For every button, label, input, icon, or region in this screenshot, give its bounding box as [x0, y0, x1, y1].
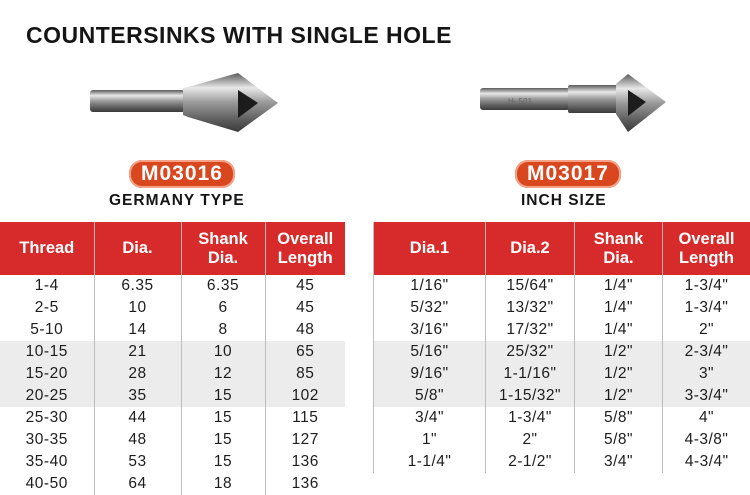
- table-row: [374, 297, 750, 319]
- table-cell: 127: [291, 431, 319, 448]
- table-cell: 1/4": [575, 319, 663, 341]
- table-cell: 35: [94, 385, 181, 407]
- table-row: [374, 275, 750, 297]
- table-cell: 1-15/32": [486, 385, 575, 407]
- table-cell: 35-40: [0, 451, 94, 473]
- table-row: [0, 297, 345, 319]
- product-subtitle: INCH SIZE: [521, 192, 607, 209]
- table-row: [374, 451, 750, 473]
- table-cell: 5/8": [575, 429, 663, 451]
- table-row: [374, 341, 750, 363]
- table-row: [0, 363, 345, 385]
- table-cell: 8: [181, 319, 265, 341]
- table-cell: 65: [265, 341, 345, 363]
- table-cell: 1/16": [374, 275, 486, 297]
- table-cell: 15/64": [486, 275, 575, 297]
- column-header: Overall Length: [663, 222, 750, 275]
- table-cell: 40-50: [0, 473, 94, 495]
- table-cell: 3": [663, 363, 750, 385]
- svg-text:H- 501: H- 501: [508, 97, 533, 106]
- table-cell: 53: [94, 451, 181, 473]
- table-row: [0, 429, 345, 451]
- table-cell: 1-4: [0, 275, 94, 297]
- table-cell: 136: [291, 453, 319, 470]
- countersink-germany-icon: [88, 70, 283, 140]
- table-cell: 1-3/4": [684, 277, 729, 294]
- table-cell: 5/16": [374, 341, 486, 363]
- table-cell: 48: [296, 321, 315, 338]
- column-header: Overall Length: [265, 222, 345, 275]
- table-cell: 1-1/16": [486, 363, 575, 385]
- table-cell: 64: [94, 473, 181, 495]
- table-cell: 1/4": [575, 297, 663, 319]
- table-cell: 3/16": [374, 319, 486, 341]
- table-row: [374, 429, 750, 451]
- column-header: Shank Dia.: [575, 222, 663, 275]
- table-cell: 4": [698, 409, 715, 426]
- inch-size-table: [373, 222, 750, 473]
- table-row: [374, 407, 750, 429]
- table-cell: 5-10: [0, 319, 94, 341]
- table-cell: 136: [291, 475, 319, 492]
- table-cell: 5/8": [374, 385, 486, 407]
- table-cell: 48: [94, 429, 181, 451]
- table-cell: 3/4": [575, 451, 663, 473]
- table-cell: 3-3/4": [663, 385, 750, 407]
- table-cell: 5/32": [374, 297, 486, 319]
- table-cell: 10: [94, 297, 181, 319]
- table-cell: 25/32": [486, 341, 575, 363]
- product-subtitle: GERMANY TYPE: [109, 192, 245, 209]
- table-cell: 13/32": [486, 297, 575, 319]
- table-cell: 30-35: [0, 429, 94, 451]
- table-cell: 1-1/4": [374, 451, 486, 473]
- table-cell: 1-3/4": [486, 407, 575, 429]
- table-cell: 1/2": [575, 341, 663, 363]
- table-cell: 6.35: [94, 275, 181, 297]
- table-cell: 18: [181, 473, 265, 495]
- table-cell: 15: [181, 429, 265, 451]
- table-cell: 2-1/2": [486, 451, 575, 473]
- table-cell: 45: [296, 299, 315, 316]
- column-header: Dia.2: [486, 222, 575, 275]
- table-row: [0, 407, 345, 429]
- table-cell: 102: [265, 385, 345, 407]
- table-row: [0, 473, 345, 495]
- table-cell: 20-25: [0, 385, 94, 407]
- table-cell: 85: [265, 363, 345, 385]
- page-title: COUNTERSINKS WITH SINGLE HOLE: [26, 22, 452, 48]
- table-cell: 15: [181, 407, 265, 429]
- table-row: [374, 319, 750, 341]
- column-header: Shank Dia.: [181, 222, 265, 275]
- column-header: Dia.: [94, 222, 181, 275]
- column-header: Dia.1: [374, 222, 486, 275]
- table-cell: 15: [181, 385, 265, 407]
- table-cell: 6: [181, 297, 265, 319]
- table-cell: 6.35: [181, 275, 265, 297]
- table-cell: 2": [698, 321, 715, 338]
- product-code-badge: M03016: [129, 160, 235, 188]
- table-cell: 10: [181, 341, 265, 363]
- germany-size-table: [0, 222, 345, 495]
- table-cell: 2": [486, 429, 575, 451]
- table-cell: 25-30: [0, 407, 94, 429]
- table-cell: 2-5: [0, 297, 94, 319]
- table-cell: 1/4": [575, 275, 663, 297]
- table-cell: 115: [292, 409, 319, 426]
- table-cell: 17/32": [486, 319, 575, 341]
- table-cell: 1/2": [575, 385, 663, 407]
- table-cell: 2-3/4": [663, 341, 750, 363]
- table-cell: 3/4": [374, 407, 486, 429]
- table-cell: 4-3/4": [684, 453, 729, 470]
- table-row: [0, 385, 345, 407]
- column-header: Thread: [0, 222, 94, 275]
- table-cell: 10-15: [0, 341, 94, 363]
- table-row: [0, 341, 345, 363]
- product-code-badge: M03017: [515, 160, 621, 188]
- table-row: [0, 451, 345, 473]
- table-cell: 9/16": [374, 363, 486, 385]
- table-cell: 1-3/4": [684, 299, 729, 316]
- table-cell: 15: [181, 451, 265, 473]
- table-cell: 1": [374, 429, 486, 451]
- table-cell: 45: [296, 277, 315, 294]
- table-cell: 15-20: [0, 363, 94, 385]
- table-cell: 12: [181, 363, 265, 385]
- table-row: [0, 275, 345, 297]
- table-cell: 1/2": [575, 363, 663, 385]
- table-row: [374, 385, 750, 407]
- table-cell: 21: [94, 341, 181, 363]
- table-row: [0, 319, 345, 341]
- table-cell: 5/8": [575, 407, 663, 429]
- table-cell: 4-3/8": [684, 431, 729, 448]
- table-row: [374, 363, 750, 385]
- table-cell: 14: [94, 319, 181, 341]
- table-cell: 44: [94, 407, 181, 429]
- table-cell: 28: [94, 363, 181, 385]
- countersink-inch-icon: [478, 72, 678, 137]
